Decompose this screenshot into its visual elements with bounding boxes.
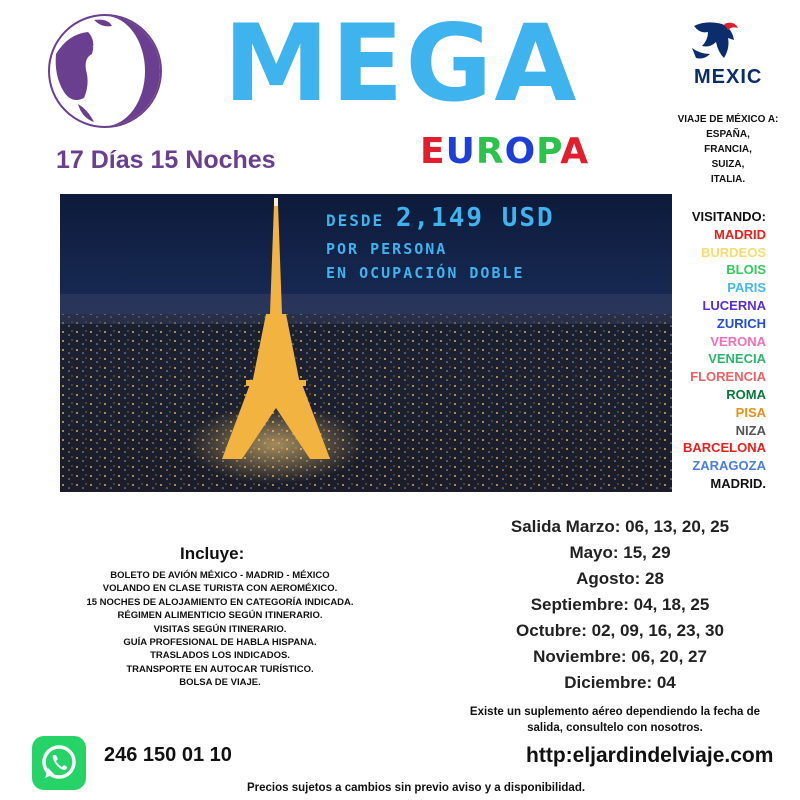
includes-item: TRANSPORTE EN AUTOCAR TURÍSTICO. [126, 663, 314, 675]
destination-countries [660, 112, 796, 187]
departure-line: Noviembre: 06, 20, 27 [533, 647, 707, 666]
includes-item: BOLSA DE VIAJE. [179, 677, 261, 689]
supplement-line: Existe un suplemento aéreo dependiendo la fecha de [469, 706, 761, 718]
departure-dates [470, 514, 770, 696]
europa-letter: E [420, 131, 446, 172]
visiting-title: VISITANDO: [691, 209, 766, 224]
logo-line-2: del [101, 58, 123, 72]
city-item: ZARAGOZA [692, 458, 766, 474]
europa-letter: P [536, 131, 561, 172]
includes-item: GUÍA PROFESIONAL DE HABLA HISPANA. [123, 637, 317, 649]
city-item: MADRID [714, 226, 766, 242]
countries-line: ESPAÑA, [706, 129, 750, 140]
logo-text [82, 44, 142, 86]
includes-list [60, 569, 380, 690]
city-item: BARCELONA [682, 440, 766, 456]
main-title: MEGA [223, 2, 579, 125]
departure-line: Agosto: 28 [576, 569, 664, 588]
logo-line-3: Viaje [95, 72, 129, 86]
includes-item: TRASLADOS LOS INDICADOS. [150, 650, 290, 662]
price-per-person: POR PERSONA [326, 240, 448, 258]
europa-letter: O [504, 131, 537, 172]
departure-line: Diciembre: 04 [564, 673, 676, 692]
price-desde: DESDE [326, 211, 385, 230]
price-occupancy: EN OCUPACIÓN DOBLE [326, 264, 525, 282]
disclaimer: Precios sujetos a cambios sin previo aviso y a disponibilidad. [246, 782, 586, 794]
departure-line: Octubre: 02, 09, 16, 23, 30 [516, 621, 724, 640]
countries-line: ITALIA. [710, 174, 746, 185]
phone-number[interactable]: 246 150 01 10 [104, 744, 232, 766]
departure-line: Salida Marzo: 06, 13, 20, 25 [510, 517, 730, 536]
aeromexico-eagle-icon [688, 18, 740, 66]
includes-item: 15 NOCHES DE ALOJAMIENTO EN CATEGORÍA INDICADA. [86, 596, 354, 608]
includes-title: Incluye: [180, 544, 245, 563]
website-link[interactable]: http:eljardindelviaje.com [526, 744, 774, 767]
price-value: 2,149 USD [395, 203, 555, 233]
includes-item: BOLETO DE AVIÓN MÉXICO - MADRID - MÉXICO [110, 570, 330, 581]
price-block [326, 202, 555, 285]
city-item: LUCERNA [702, 297, 766, 313]
logo-line-1: Jardín [91, 44, 133, 58]
city-item: VERONA [710, 333, 766, 349]
europa-letter: R [475, 131, 505, 172]
supplement-note [430, 704, 800, 736]
countries-line: VIAJE DE MÉXICO A: [677, 114, 779, 125]
departure-line: Mayo: 15, 29 [569, 543, 671, 562]
city-item: BLOIS [726, 262, 766, 278]
countries-line: FRANCIA, [704, 144, 752, 155]
europa-letter: A [560, 131, 590, 172]
includes-item: VOLANDO EN CLASE TURISTA CON AEROMÉXICO. [102, 583, 338, 595]
city-item: FLORENCIA [690, 369, 766, 385]
countries-line: SUIZA, [711, 159, 745, 170]
supplement-line: salida, consultelo con nosotros. [527, 722, 703, 734]
trip-duration: 17 Días 15 Noches [56, 146, 276, 174]
visiting-list [650, 208, 766, 493]
city-item: PISA [735, 404, 766, 420]
city-item: ZURICH [716, 315, 766, 331]
includes-item: VISITAS SEGÚN ITINERARIO. [153, 623, 287, 635]
city-item: MADRID. [710, 475, 766, 491]
city-item: BURDEOS [700, 244, 766, 260]
city-item: PARIS [727, 280, 766, 296]
city-item: NIZA [735, 422, 766, 438]
includes-item: RÉGIMEN ALIMENTICIO SEGÚN ITINERARIO. [117, 610, 323, 622]
city-item: VENECIA [708, 351, 766, 367]
airline-name: MEXIC [694, 66, 763, 88]
europa-letter: U [445, 131, 476, 172]
departure-line: Septiembre: 04, 18, 25 [530, 595, 710, 614]
city-item: ROMA [726, 386, 766, 402]
europa-title [420, 132, 589, 172]
